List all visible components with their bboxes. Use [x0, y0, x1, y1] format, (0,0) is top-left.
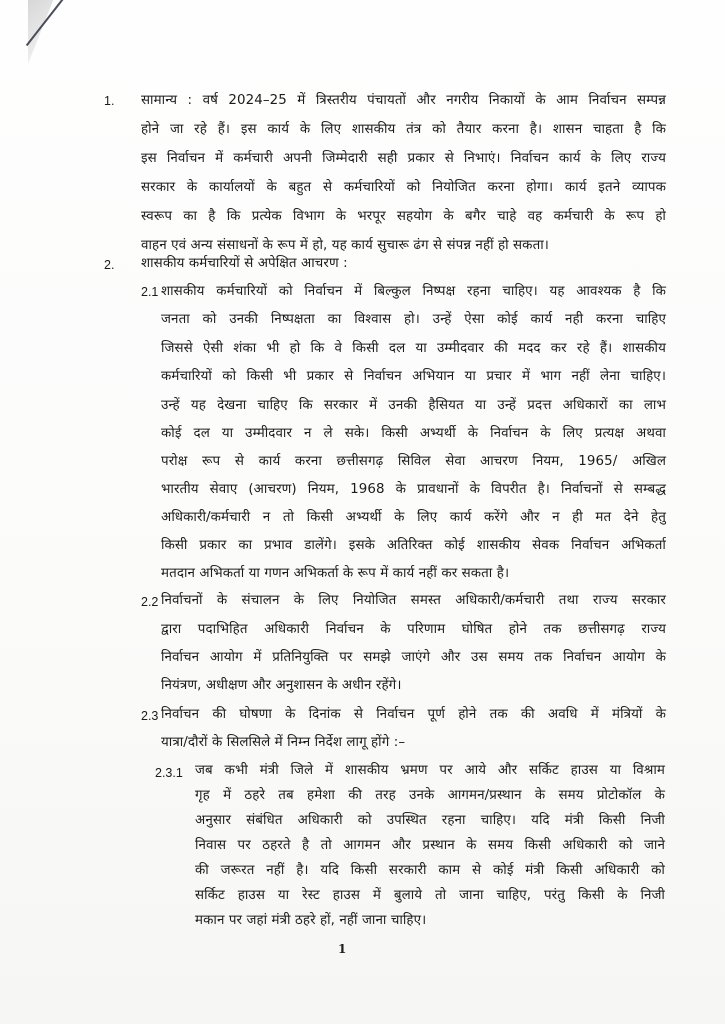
subsection-2-1-line: शासकीय कर्मचारियों को निर्वाचन में बिल्कुल निष्पक्ष रहना चाहिए। यह आवश्यक है कि	[161, 284, 666, 299]
subsection-2-1-line: जनता को उनकी निष्पक्षता का विश्वास हो। उन्हें ऐसा कोई कार्य नही करना चाहिए	[161, 312, 666, 327]
subsection-2-2-line: निर्वाचन आयोग में प्रतिनियुक्ति पर समझे जाएंगे और उस समय तक निर्वाचन आयोग के	[161, 650, 666, 665]
item-2-3-1-line: सर्किट हाउस या रेस्ट हाउस में बुलाये तो जाना चाहिए, परंतु किसी के निजी	[195, 888, 665, 903]
subsection-2-2-line: नियंत्रण, अधीक्षण और अनुशासन के अधीन रहेंगे।	[161, 678, 402, 693]
item-2-3-1-line: मकान पर जहां मंत्री ठहरे हों, नहीं जाना चाहिए।	[195, 913, 427, 928]
subsection-2-1-number: 2.1	[141, 285, 159, 299]
section-2-number: 2.	[104, 258, 115, 272]
section-2-heading: शासकीय कर्मचारियों से अपेक्षित आचरण :	[141, 256, 348, 271]
subsection-2-1-line: मतदान अभिकर्ता या गणन अभिकर्ता के रूप में कार्य नहीं कर सकता है।	[161, 566, 510, 581]
section-1-line: इस निर्वाचन में कर्मचारी अपनी जिम्मेदारी सही प्रकार से निभाएं। निर्वाचन कार्य के लिए राज्य	[141, 151, 666, 166]
item-2-3-1-line: गृह में ठहरे तब हमेशा की तरह उनके आगमन/प्रस्थान के समय प्रोटोकॉल के	[195, 788, 665, 803]
section-1-line: सरकार के कार्यालयों के बहुत से कर्मचारियों को नियोजित करना होगा। कार्य इतने व्यापक	[141, 180, 666, 195]
section-1-number: 1.	[104, 94, 115, 108]
subsection-2-3-number: 2.3	[141, 709, 159, 723]
item-2-3-1-line: निवास पर ठहरते है तो आगमन और प्रस्थान के समय किसी अधिकारी को जाने	[195, 838, 665, 853]
item-2-3-1-number: 2.3.1	[155, 766, 183, 780]
item-2-3-1-line: जब कभी मंत्री जिले में शासकीय भ्रमण पर आये और सर्किट हाउस या विश्राम	[195, 763, 665, 778]
section-1-line: होने जा रहे हैं। इस कार्य के लिए शासकीय तंत्र को तैयार करना है। शासन चाहता है कि	[141, 122, 666, 137]
subsection-2-1-line: जिससे ऐसी शंका भी हो कि वे किसी दल या उम्मीदवार की मदद कर रहे हैं। शासकीय	[161, 341, 666, 356]
subsection-2-1-line: भारतीय सेवाए (आचरण) नियम, 1968 के प्रावधानों के विपरीत है। निर्वाचनों से सम्बद्ध	[161, 482, 666, 497]
subsection-2-1-line: कोई दल या उम्मीदवार न ले सके। किसी अभ्यर्थी के निर्वाचन के लिए प्रत्यक्ष अथवा	[161, 426, 666, 441]
subsection-2-1-line: कर्मचारियों को किसी भी प्रकार से निर्वाचन अभियान या प्रचार में भाग नहीं लेना चाहिए।	[161, 369, 666, 384]
item-2-3-1-line: की जरूरत नहीं है। यदि किसी सरकारी काम से कोई मंत्री किसी अधिकारी को	[195, 863, 665, 878]
section-1-line: स्वरूप का है कि प्रत्येक विभाग के भरपूर सहयोग के बगैर चाहे वह कर्मचारी के रूप हो	[141, 209, 666, 224]
subsection-2-1-line: परोक्ष रूप से कार्य करना छत्तीसगढ़ सिविल सेवा आचरण नियम, 1965/ अखिल	[161, 454, 666, 469]
section-1-line: सामान्य : वर्ष 2024–25 में त्रिस्तरीय पंचायतों और नगरीय निकायों के आम निर्वाचन सम्पन्न	[141, 93, 666, 108]
subsection-2-3-line: निर्वाचन की घोषणा के दिनांक से निर्वाचन पूर्ण होने तक की अवधि में मंत्रियों के	[161, 707, 666, 722]
item-2-3-1-line: अनुसार संबंधित अधिकारी को उपस्थित रहना चाहिए। यदि मंत्री किसी निजी	[195, 813, 665, 828]
subsection-2-2-number: 2.2	[141, 595, 159, 609]
section-1-line: वाहन एवं अन्य संसाधनों के रूप में हो, यह कार्य सुचारू ढंग से संपन्न नहीं हो सकता।	[141, 238, 549, 253]
subsection-2-2-line: द्वारा पदाभिहित अधिकारी निर्वाचन के परिणाम घोषित होने तक छत्तीसगढ़ राज्य	[161, 622, 666, 637]
subsection-2-1-line: किसी प्रकार का प्रभाव डालेंगे। इसके अतिरिक्त कोई शासकीय सेवक निर्वाचन अभिकर्ता	[161, 538, 666, 553]
page-number: 1	[338, 942, 347, 956]
subsection-2-1-line: अधिकारी/कर्मचारी न तो किसी अभ्यर्थी के लिए कार्य करेंगे और न ही मत देने हेतु	[161, 510, 666, 525]
subsection-2-3-line: यात्रा/दौरों के सिलसिले में निम्न निर्देश लागू होंगे :–	[161, 735, 406, 750]
subsection-2-2-line: निर्वाचनों के संचालन के लिए नियोजित समस्त अधिकारी/कर्मचारी तथा राज्य सरकार	[161, 593, 666, 608]
subsection-2-1-line: उन्हें यह देखना चाहिए कि सरकार में उनकी हैसियत या उन्हें प्रदत्त अधिकारों का लाभ	[161, 398, 666, 413]
